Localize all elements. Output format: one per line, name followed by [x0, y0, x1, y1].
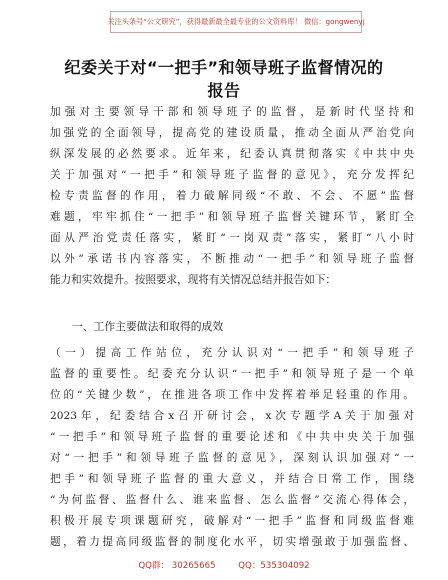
footer-contact	[0, 559, 448, 571]
text-line: 关于加强对“一把手”和领导班子监督的意见》，充分发挥纪	[50, 169, 414, 181]
text-line: 监督的重要性。纪委充分认识“一把手”和领导班子是一个单	[50, 368, 414, 380]
footer-qq: QQ：535304092	[238, 561, 310, 571]
footer-qq-group: QQ群： 30265665	[138, 561, 216, 571]
text-line: 2023年，纪委结合x召开研讨会，x次专题学A关于加强对	[50, 410, 414, 422]
text-line: “为何监督、监督什么、谁来监督、怎么监督”交流心得体会，	[50, 494, 414, 506]
text-line: 检专责监督的作用，着力破解同级“不敢、不会、不愿”监督	[50, 190, 414, 202]
text-line: 积极开展专项课题研究，破解对“一把手”监督和同级监督难	[50, 515, 414, 527]
text-line: 加强对主要领导干部和领导班子的监督，是新时代坚持和	[50, 106, 414, 118]
text-line: 能力和实效提升。按照要求，现将有关情况总结并报告如下：	[50, 274, 337, 286]
promo-banner: 关注头条号“公文研究”，获得最新最全最专业的公文资料库！ 微信：gongwenyj	[110, 11, 362, 33]
intro-paragraph	[50, 102, 414, 291]
document-title-line1: 纪委关于对“一把手”和领导班子监督情况的	[64, 58, 384, 77]
text-line: 加强党的全面领导，提高党的建设质量，推动全面从严治党向	[50, 127, 414, 139]
text-line: （一）提高工作站位，充分认识对“一把手”和领导班子	[50, 347, 414, 359]
text-line: 以外”承诺书内容落实，不断推动“一把手”和领导班子监督	[50, 253, 414, 265]
text-line: 纵深发展的必然要求。近年来，纪委认真贯彻落实《中共中央	[50, 148, 414, 160]
text-line: “一把手”和领导班子监督的重要论述和《中共中央关于加强	[50, 431, 414, 443]
text-line: 难题，牢牢抓住“一把手”和领导班子监督关键环节，紧盯全	[50, 211, 414, 223]
text-line: 把手”和领导班子监督的重大意义，并结合日常工作，围绕	[50, 473, 414, 485]
body-paragraph	[50, 343, 414, 553]
section-heading: 一、工作主要做法和取得的成效	[72, 320, 224, 333]
document-title-line2: 报告	[207, 81, 241, 100]
text-line: 对“一把手”和领导班子监督的意见》，深刻认识加强对“一	[50, 452, 414, 464]
text-line: 题，着力提高同级监督的制度化水平，切实增强敢于加强监督、	[50, 536, 414, 548]
text-line: 位的“关键少数”，在推进各项工作中发挥着举足轻重的作用。	[50, 389, 414, 401]
text-line: 面从严治党责任落实，紧盯“一岗双责”落实，紧盯“八小时	[50, 232, 414, 244]
